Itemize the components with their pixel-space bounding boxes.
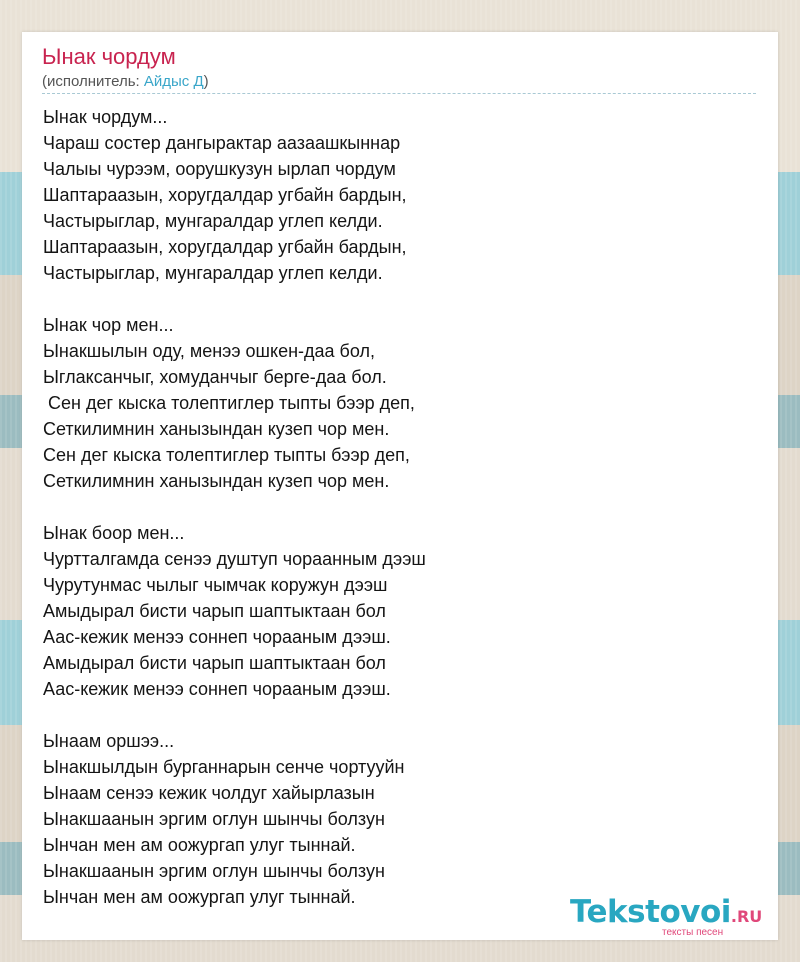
artist-prefix: (исполнитель: — [42, 73, 144, 90]
lyrics-line: Чурутунмас чылыг чымчак коружун дээш — [43, 575, 388, 595]
lyrics-line: Аас-кежик менээ соннеп чорааным дээш. — [43, 679, 391, 699]
lyrics-line: Частырыглар, мунгаралдар углеп келди. — [43, 211, 383, 231]
lyrics-line: Ынак чордум... — [43, 107, 168, 127]
lyrics-line: Ынакшылын оду, менээ ошкен-даа бол, — [43, 341, 375, 361]
lyrics-stanza — [43, 728, 743, 910]
lyrics-line: Ынак чор мен... — [43, 315, 174, 335]
title-divider — [42, 93, 756, 94]
lyrics-line: Амыдырал бисти чарып шаптыктаан бол — [43, 653, 386, 673]
artist-line — [42, 73, 209, 91]
lyrics-line: Ынак боор мен... — [43, 523, 185, 543]
lyrics-line: Шаптараазын, хоругдалдар угбайн бардын, — [43, 237, 407, 257]
logo-main-text: Tekstovoi — [570, 894, 731, 930]
artist-link[interactable]: Айдыс Д — [143, 73, 204, 90]
lyrics-stanza — [43, 104, 743, 286]
lyrics-line: Чуртталгамда сенээ душтуп чораанным дээш — [43, 549, 426, 569]
lyrics-line: Частырыглар, мунгаралдар углеп келди. — [43, 263, 383, 283]
lyrics-line: Ынакшаанын эргим оглун шынчы болзун — [43, 861, 385, 881]
lyrics-line: Ыглаксанчыг, хомуданчыг берге-даа бол. — [43, 367, 387, 387]
logo-tld: .RU — [730, 907, 763, 926]
logo-tagline: тексты песен — [662, 927, 724, 938]
lyrics-line: Шаптараазын, хоругдалдар угбайн бардын, — [43, 185, 407, 205]
lyrics-line: Ынакшаанын эргим оглун шынчы болзун — [43, 809, 385, 829]
lyrics-line: Сен дег кыска толептиглер тыпты бээр деп, — [43, 445, 410, 465]
lyrics-stanza — [43, 312, 743, 494]
lyrics-line: Ынаам оршээ... — [43, 731, 175, 751]
lyrics-line: Аас-кежик менээ соннеп чорааным дээш. — [43, 627, 391, 647]
lyrics-line: Ынчан мен ам оожургап улуг тыннай. — [43, 887, 356, 907]
site-logo[interactable] — [570, 894, 780, 940]
lyrics-card — [22, 32, 778, 940]
lyrics-body — [43, 104, 743, 910]
lyrics-line: Чараш состер дангырактар аазаашкыннар — [43, 133, 401, 153]
lyrics-stanza — [43, 520, 743, 702]
lyrics-line: Чалыы чурээм, оорушкузун ырлап чордум — [43, 159, 396, 179]
lyrics-line: Ынакшылдын бурганнарын сенче чортууйн — [43, 757, 405, 777]
lyrics-line: Ынаам сенээ кежик чолдуг хайырлазын — [43, 783, 375, 803]
lyrics-line: Амыдырал бисти чарып шаптыктаан бол — [43, 601, 386, 621]
artist-suffix: ) — [203, 73, 209, 90]
lyrics-line: Сеткилимнин ханызындан кузеп чор мен. — [43, 471, 390, 491]
song-title: Ынак чордум — [42, 44, 176, 69]
lyrics-line: Ынчан мен ам оожургап улуг тыннай. — [43, 835, 356, 855]
lyrics-line: Сеткилимнин ханызындан кузеп чор мен. — [43, 419, 390, 439]
lyrics-line: Сен дег кыска толептиглер тыпты бээр деп, — [43, 393, 415, 413]
